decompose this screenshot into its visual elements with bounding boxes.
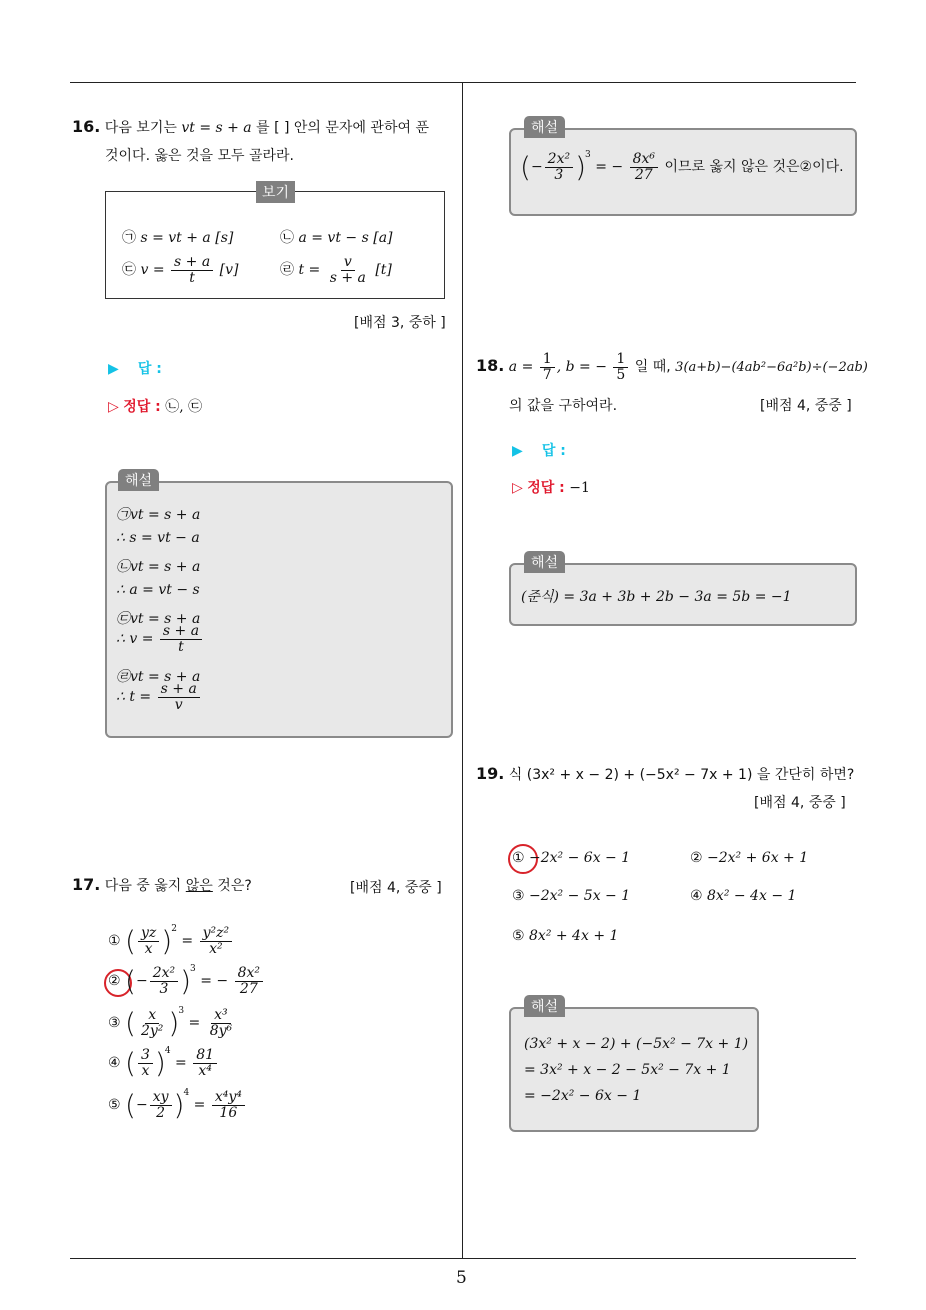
q17-c5-pre: − — [135, 1097, 148, 1113]
q17-c1-frac2 — [200, 926, 233, 956]
q17-c1-mark: ① — [108, 933, 121, 949]
q17-c2-exp: 3 — [190, 964, 196, 974]
q16-text1-math: vt = s + a — [181, 120, 252, 136]
q16-sol-l3: ㉡vt = s + a — [116, 559, 201, 575]
outline-triangle-icon: ▷ — [108, 399, 119, 415]
q16-sol-l6-num: s + a — [160, 624, 202, 640]
q18-b-num: 1 — [613, 352, 628, 368]
q17-c4-d2: x⁴ — [198, 1062, 212, 1079]
q17-c5-n2: x⁴y⁴ — [212, 1090, 245, 1106]
q19-solution-tag: 해설 — [524, 995, 565, 1017]
q18-a-num: 1 — [540, 352, 555, 368]
q17-sol-frac2 — [630, 152, 658, 182]
q16-question — [72, 117, 429, 137]
left-paren: ( — [125, 1046, 136, 1080]
q16-item-c-frac — [171, 255, 213, 285]
q17-c3-frac1 — [138, 1008, 166, 1038]
q17-c3-mark: ③ — [108, 1015, 121, 1031]
q17-c5-exp: 4 — [183, 1088, 190, 1098]
q19-c3-expr: −2x² − 5x − 1 — [529, 888, 631, 904]
q19-choice-5 — [512, 928, 618, 944]
q19-c5-expr: 8x² + 4x + 1 — [529, 928, 619, 944]
right-paren: ) — [173, 1088, 185, 1122]
q17-c5-mark: ⑤ — [108, 1097, 121, 1113]
q17-c3-d1: 2y² — [140, 1022, 164, 1039]
q16-item-c-mark: ㉢ — [122, 262, 136, 279]
q18-answer — [512, 440, 566, 460]
q17-question — [72, 875, 252, 895]
q16-text1: 다음 보기는 — [104, 120, 177, 136]
q17-c1-d2: x² — [209, 940, 223, 957]
q18-b-lhs: , b = − — [556, 359, 607, 376]
q18-points: [배점 4, 중중 ] — [760, 398, 852, 414]
q17-c4-d1: x — [141, 1062, 150, 1079]
q19-number: 19. — [476, 764, 505, 783]
q16-sol-l8-den: v — [174, 696, 183, 713]
q19-points: [배점 4, 중중 ] — [754, 795, 846, 811]
q16-text2: 것이다. 옳은 것을 모두 골라라. — [105, 148, 294, 164]
q16-sol-l6-lhs: ∴ v = — [116, 631, 154, 648]
q17-c4-frac1 — [138, 1048, 153, 1078]
q17-c4-frac2 — [193, 1048, 217, 1078]
q17-c1-exp: 2 — [171, 924, 177, 934]
q16-item-c-den: t — [189, 269, 195, 286]
q17-number: 17. — [72, 875, 101, 894]
q17-text: 다음 중 옳지 — [104, 878, 182, 894]
q18-correct-label: 정답 : — [527, 480, 565, 496]
q19-sol-l1: (3x² + x − 2) + (−5x² − 7x + 1) — [524, 1036, 749, 1052]
q16-correct — [108, 396, 202, 416]
q16-answer — [108, 358, 162, 378]
q17-sol-frac1 — [545, 152, 573, 182]
q17-sol-n1: 2x² — [545, 152, 573, 168]
q16-item-a-mark: ㉠ — [122, 230, 136, 246]
left-paren: ( — [520, 150, 531, 184]
q17-choice-2 — [108, 964, 265, 998]
q16-sol-l8-frac — [158, 682, 200, 712]
q16-item-c-num: s + a — [171, 255, 213, 271]
left-paren: ( — [125, 1006, 136, 1040]
q17-solution-line — [520, 150, 844, 184]
q17-sol-exp: 3 — [585, 150, 591, 160]
q17-c1-n1: yz — [138, 926, 159, 942]
q19-c1-mark: ① — [512, 850, 525, 866]
q17-c2-post: = − — [200, 973, 229, 989]
q16-sol-l4: ∴ a = vt − s — [116, 582, 200, 598]
q17-c2-frac1 — [150, 966, 178, 996]
q18-b-den: 5 — [616, 366, 626, 383]
q19-c4-mark: ④ — [690, 888, 703, 904]
q19-question — [476, 764, 854, 784]
q19-sol-l2: = 3x² + x − 2 − 5x² − 7x + 1 — [524, 1062, 731, 1078]
q16-points: [배점 3, 중하 ] — [354, 315, 446, 331]
q18-a-lhs: a = — [508, 359, 534, 376]
q17-c4-n2: 81 — [193, 1048, 217, 1064]
q16-bogi-tag: 보기 — [256, 181, 295, 203]
q17-c3-frac2 — [207, 1008, 235, 1038]
q16-item-d-den: s + a — [329, 269, 366, 286]
q17-c1-n2: y²z² — [200, 926, 233, 942]
q16-sol-l8 — [116, 682, 202, 712]
q16-item-c-lhs: v = — [140, 262, 165, 279]
q18-a-den: 7 — [542, 366, 552, 383]
q19-c1-expr: −2x² − 6x − 1 — [529, 850, 631, 866]
q16-item-d-lhs: t = — [298, 262, 321, 279]
q17-c2-n1: 2x² — [150, 966, 178, 982]
q19-choice-2 — [690, 850, 808, 866]
q18-answer-label: 답 : — [541, 443, 566, 459]
q16-sol-l5: ㉢vt = s + a — [116, 611, 201, 627]
q17-c4-mark: ④ — [108, 1055, 121, 1071]
q18-solution-line: (준식) = 3a + 3b + 2b − 3a = 5b = −1 — [521, 589, 792, 605]
q18-a-frac — [540, 352, 555, 382]
q17-choice-3: ③ ( $\frac{x}{\text{2y²}}$ )$^3$ = $\frac{\text{x³}}{\text{8y⁶}}$ — [108, 1006, 237, 1040]
q17-choice-4: ④ ( $\frac{3}{x}$ )$^4$ = $\frac{81}{\text{x⁴}}$ — [108, 1046, 219, 1080]
right-paren: ) — [180, 964, 192, 998]
q18-correct — [512, 477, 590, 497]
right-paren: ) — [161, 924, 173, 958]
play-icon: ▶ — [512, 443, 538, 459]
q16-item-b — [280, 227, 393, 247]
q16-item-c-tail: [v] — [219, 262, 239, 279]
q17-sol-pre: − — [530, 159, 543, 175]
q17-text-tail: 것은? — [217, 878, 252, 894]
right-paren: ) — [168, 1006, 180, 1040]
q18-text2: 의 값을 구하여라. — [509, 398, 618, 414]
q17-c2-d1: 3 — [159, 980, 169, 997]
q18-b-frac — [613, 352, 628, 382]
q16-sol-l1: ㉠vt = s + a — [116, 507, 201, 523]
q16-solution-tag: 해설 — [118, 469, 159, 491]
q19-c2-mark: ② — [690, 850, 703, 866]
q16-item-a — [122, 227, 233, 247]
q16-sol-l8-lhs: ∴ t = — [116, 689, 152, 706]
q17-sol-d2: 27 — [634, 166, 653, 183]
page-number: 5 — [456, 1268, 467, 1288]
q16-item-a-expr: s = vt + a [s] — [140, 230, 234, 246]
q18-question — [476, 352, 868, 382]
q16-sol-l7: ㉣vt = s + a — [116, 669, 201, 685]
q16-item-c — [122, 255, 238, 285]
q17-c2-mark: ② — [108, 973, 121, 989]
q17-c3-n1: x — [145, 1008, 159, 1024]
q16-item-d — [280, 255, 392, 285]
q17-choice-1: ① ( $\frac{yz}{x}$ )$^2$ = $\frac{\text{y²z²}}{\text{x²}}$ — [108, 924, 234, 958]
q17-c5-n1: xy — [150, 1090, 172, 1106]
right-paren: ) — [154, 1046, 166, 1080]
q17-c5-frac1 — [150, 1090, 172, 1120]
q17-c2-pre: − — [135, 973, 148, 989]
q19-choice-1 — [512, 850, 630, 866]
left-paren: ( — [125, 964, 136, 998]
q17-c3-d2: 8y⁶ — [209, 1022, 233, 1039]
q19-c2-expr: −2x² + 6x + 1 — [707, 850, 809, 866]
q17-solution-tag: 해설 — [524, 116, 565, 138]
right-paren: ) — [575, 150, 587, 184]
q18-expr: 3(a+b)−(4ab²−6a²b)÷(−2ab) — [675, 360, 868, 376]
play-icon: ▶ — [108, 361, 134, 377]
q16-correct-value: ㉡, ㉢ — [165, 399, 203, 415]
q16-item-d-mark: ㉣ — [280, 262, 294, 279]
q17-points: [배점 4, 중중 ] — [350, 880, 442, 896]
column-divider — [462, 82, 463, 1258]
q19-c3-mark: ③ — [512, 888, 525, 904]
q16-item-b-mark: ㉡ — [280, 230, 294, 246]
bottom-rule — [70, 1258, 856, 1259]
q16-sol-l8-num: s + a — [158, 682, 200, 698]
q17-sol-n2: 8x⁶ — [630, 152, 658, 168]
q17-choice-5: ⑤ (− $\frac{xy}{2}$ )$^4$ = $\frac{\text{x⁴y⁴}}{16}$ — [108, 1088, 247, 1122]
q18-number: 18. — [476, 356, 505, 376]
q16-sol-l6-frac — [160, 624, 202, 654]
q19-choice-3 — [512, 888, 630, 904]
q16-answer-label: 답 : — [137, 361, 162, 377]
q17-c5-frac2 — [212, 1090, 245, 1120]
q17-sol-mid: = − — [595, 159, 624, 175]
q18-cond: 일 때, — [634, 359, 671, 376]
q17-c3-exp: 3 — [178, 1006, 185, 1016]
q16-item-d-num: v — [341, 255, 355, 271]
q17-c2-frac2 — [235, 966, 263, 996]
q19-c4-expr: 8x² − 4x − 1 — [707, 888, 797, 904]
outline-triangle-icon: ▷ — [512, 480, 523, 496]
q19-text: 식 (3x² + x − 2) + (−5x² − 7x + 1) 을 간단히 하면? — [508, 767, 855, 783]
q16-sol-l6 — [116, 624, 204, 654]
left-paren: ( — [125, 924, 136, 958]
left-paren: ( — [125, 1088, 136, 1122]
q17-c5-d1: 2 — [156, 1104, 166, 1121]
top-rule — [70, 82, 856, 83]
q17-c4-n1: 3 — [138, 1048, 153, 1064]
q17-c4-exp: 4 — [164, 1046, 171, 1056]
q17-sol-tail: 이므로 옳지 않은 것은②이다. — [664, 159, 844, 175]
q17-c2-d2: 27 — [239, 980, 258, 997]
q16-item-d-tail: [t] — [375, 262, 392, 279]
q19-c5-mark: ⑤ — [512, 928, 525, 944]
q17-c2-n2: 8x² — [235, 966, 263, 982]
q17-sol-d1: 3 — [554, 166, 564, 183]
q16-text1-tail: 를 [ ] 안의 문자에 관하여 푼 — [256, 120, 429, 136]
q17-c1-d1: x — [144, 940, 153, 957]
q18-correct-value: −1 — [569, 480, 590, 496]
q16-sol-l2: ∴ s = vt − a — [116, 530, 200, 546]
q19-sol-l3: = −2x² − 6x − 1 — [524, 1088, 642, 1104]
q17-c5-d2: 16 — [219, 1104, 238, 1121]
q17-c3-n2: x³ — [211, 1008, 231, 1024]
q17-c1-frac1 — [138, 926, 159, 956]
q16-correct-label: 정답 : — [123, 399, 161, 415]
q16-item-d-frac — [327, 255, 369, 285]
q16-item-b-expr: a = vt − s [a] — [298, 230, 393, 246]
q19-choice-4 — [690, 888, 796, 904]
q16-sol-l6-den: t — [178, 638, 184, 655]
q18-solution-tag: 해설 — [524, 551, 565, 573]
q16-number: 16. — [72, 117, 101, 136]
q17-underlined: 않은 — [185, 878, 213, 894]
